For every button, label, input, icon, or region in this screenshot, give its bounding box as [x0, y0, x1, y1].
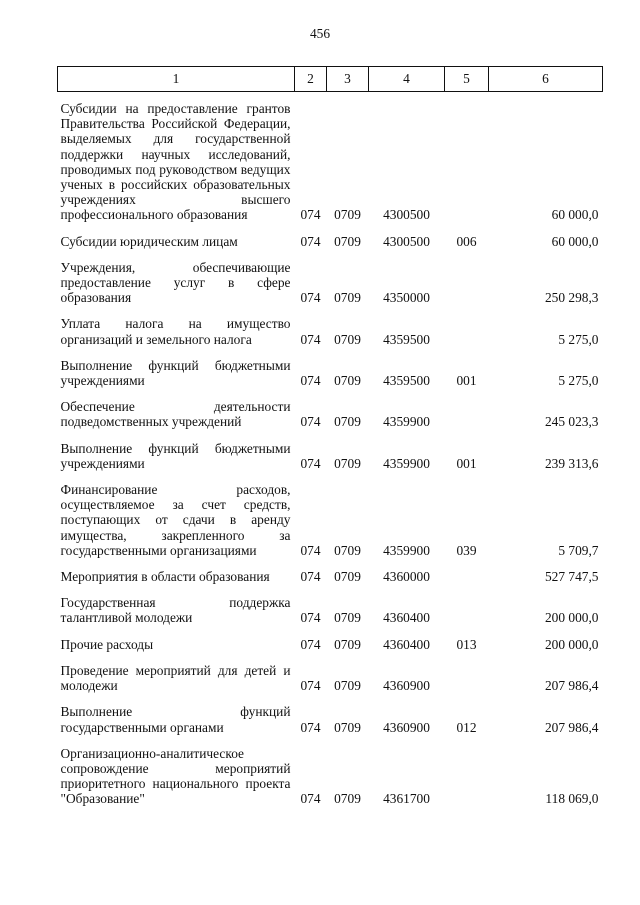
- amount: 207 986,4: [544, 719, 599, 735]
- table-row: [58, 631, 603, 657]
- item-name: Субсидии юридическим лицам: [60, 233, 238, 249]
- code-col-4: 4359500: [383, 331, 430, 347]
- code-col-3: 0709: [334, 331, 361, 347]
- code-col-2: 074: [300, 719, 321, 735]
- code-col-3: 0709: [334, 233, 361, 249]
- code-col-5: 001: [456, 373, 477, 389]
- item-name: Выполнение функций бюджетными учреждениями: [60, 440, 291, 471]
- item-name: Финансирование расходов, осуществляемое за счет средств, поступающих от сдачи в аренду имущества, закрепленного за государственными организациями: [60, 482, 291, 558]
- code-col-5: 013: [456, 636, 477, 652]
- table-row: [58, 698, 603, 739]
- code-col-3: 0709: [334, 719, 361, 735]
- table-row: [58, 589, 603, 630]
- amount: 207 986,4: [544, 678, 599, 694]
- code-col-5: [445, 254, 489, 311]
- table-row: [58, 740, 603, 812]
- code-col-5: [445, 740, 489, 812]
- code-col-4: 4360400: [383, 610, 430, 626]
- code-col-5: 012: [456, 719, 477, 735]
- code-col-2: 074: [300, 636, 321, 652]
- amount: 5 709,7: [558, 542, 599, 558]
- code-col-2: 074: [300, 455, 321, 471]
- code-col-2: 074: [300, 610, 321, 626]
- code-col-3: 0709: [334, 791, 361, 807]
- code-col-3: 0709: [334, 569, 361, 585]
- code-col-4: 4359900: [383, 455, 430, 471]
- page-number: 456: [309, 26, 331, 41]
- code-col-4: 4360900: [383, 678, 430, 694]
- table-row: [58, 435, 603, 476]
- code-col-5: 001: [456, 455, 477, 471]
- code-col-5: 039: [456, 542, 477, 558]
- code-col-3: 0709: [334, 414, 361, 430]
- code-col-2: 074: [300, 791, 321, 807]
- item-name: Учреждения, обеспечивающие предоставление услуг в сфере образования: [60, 259, 291, 306]
- code-col-3: 0709: [334, 207, 361, 223]
- code-col-4: 4359900: [383, 542, 430, 558]
- table-row: [58, 228, 603, 254]
- code-col-5: [445, 657, 489, 698]
- item-name: Государственная поддержка талантливой молодежи: [60, 595, 291, 626]
- code-col-2: 074: [300, 414, 321, 430]
- code-col-3: 0709: [334, 455, 361, 471]
- item-name: Мероприятия в области образования: [60, 569, 270, 585]
- code-col-3: 0709: [334, 373, 361, 389]
- amount: 118 069,0: [545, 791, 599, 807]
- item-name: Уплата налога на имущество организаций и земельного налога: [60, 316, 291, 347]
- table-header-row: [58, 67, 603, 92]
- code-col-4: 4360000: [383, 569, 430, 585]
- table-row: [58, 657, 603, 698]
- amount: 60 000,0: [551, 233, 599, 249]
- code-col-4: 4361700: [383, 791, 430, 807]
- amount: 250 298,3: [544, 290, 599, 306]
- code-col-5: [445, 310, 489, 351]
- amount: 200 000,0: [544, 610, 599, 626]
- table-row: [58, 393, 603, 434]
- item-name: Выполнение функций бюджетными учреждениями: [60, 357, 291, 389]
- code-col-2: 074: [300, 233, 321, 249]
- column-header: 2: [295, 67, 327, 92]
- code-col-4: 4300500: [383, 207, 430, 223]
- code-col-2: 074: [300, 373, 321, 389]
- code-col-2: 074: [300, 678, 321, 694]
- item-name: Обеспечение деятельности подведомственных учреждений: [60, 399, 291, 430]
- column-header: 4: [369, 67, 445, 92]
- code-col-5: 006: [456, 233, 477, 249]
- code-col-4: 4360400: [383, 636, 430, 652]
- code-col-4: 4359900: [383, 414, 430, 430]
- table-row: [58, 352, 603, 393]
- table-row: [58, 476, 603, 563]
- amount: 527 747,5: [544, 569, 599, 585]
- code-col-4: 4300500: [383, 233, 430, 249]
- code-col-2: 074: [300, 569, 321, 585]
- amount: 5 275,0: [558, 331, 599, 347]
- budget-table: [57, 66, 603, 812]
- column-header: 1: [58, 67, 295, 92]
- item-name: Прочие расходы: [60, 636, 154, 652]
- code-col-4: 4360900: [383, 719, 430, 735]
- code-col-3: 0709: [334, 542, 361, 558]
- amount: 239 313,6: [544, 455, 599, 471]
- table-row: [58, 254, 603, 311]
- code-col-2: 074: [300, 207, 321, 223]
- amount: 200 000,0: [544, 636, 599, 652]
- code-col-2: 074: [300, 290, 321, 306]
- code-col-3: 0709: [334, 290, 361, 306]
- item-name: Субсидии на предоставление грантов Правительства Российской Федерации, выделяемых для государственной поддержки научных исследований, проводимых под руководством ведущих ученых в российских образовательных учреждениях высшего профессионального образования: [60, 101, 291, 223]
- code-col-2: 074: [300, 542, 321, 558]
- code-col-4: 4350000: [383, 290, 430, 306]
- column-header: 5: [445, 67, 489, 92]
- item-name: Выполнение функций государственными органами: [60, 704, 291, 735]
- code-col-5: [445, 563, 489, 589]
- table-row: [58, 563, 603, 589]
- item-name: Проведение мероприятий для детей и молодежи: [60, 662, 291, 694]
- code-col-3: 0709: [334, 610, 361, 626]
- code-col-5: [445, 589, 489, 630]
- item-name: Организационно-аналитическое сопровождение мероприятий приоритетного национального проекта "Образование": [60, 745, 291, 807]
- code-col-2: 074: [300, 331, 321, 347]
- amount: 60 000,0: [551, 207, 599, 223]
- code-col-5: [445, 92, 489, 228]
- table-row: [58, 92, 603, 228]
- amount: 245 023,3: [544, 414, 599, 430]
- code-col-5: [445, 393, 489, 434]
- code-col-4: 4359500: [383, 373, 430, 389]
- amount: 5 275,0: [558, 373, 599, 389]
- table-row: [58, 310, 603, 351]
- column-header: 3: [327, 67, 369, 92]
- code-col-3: 0709: [334, 678, 361, 694]
- code-col-3: 0709: [334, 636, 361, 652]
- column-header: 6: [489, 67, 603, 92]
